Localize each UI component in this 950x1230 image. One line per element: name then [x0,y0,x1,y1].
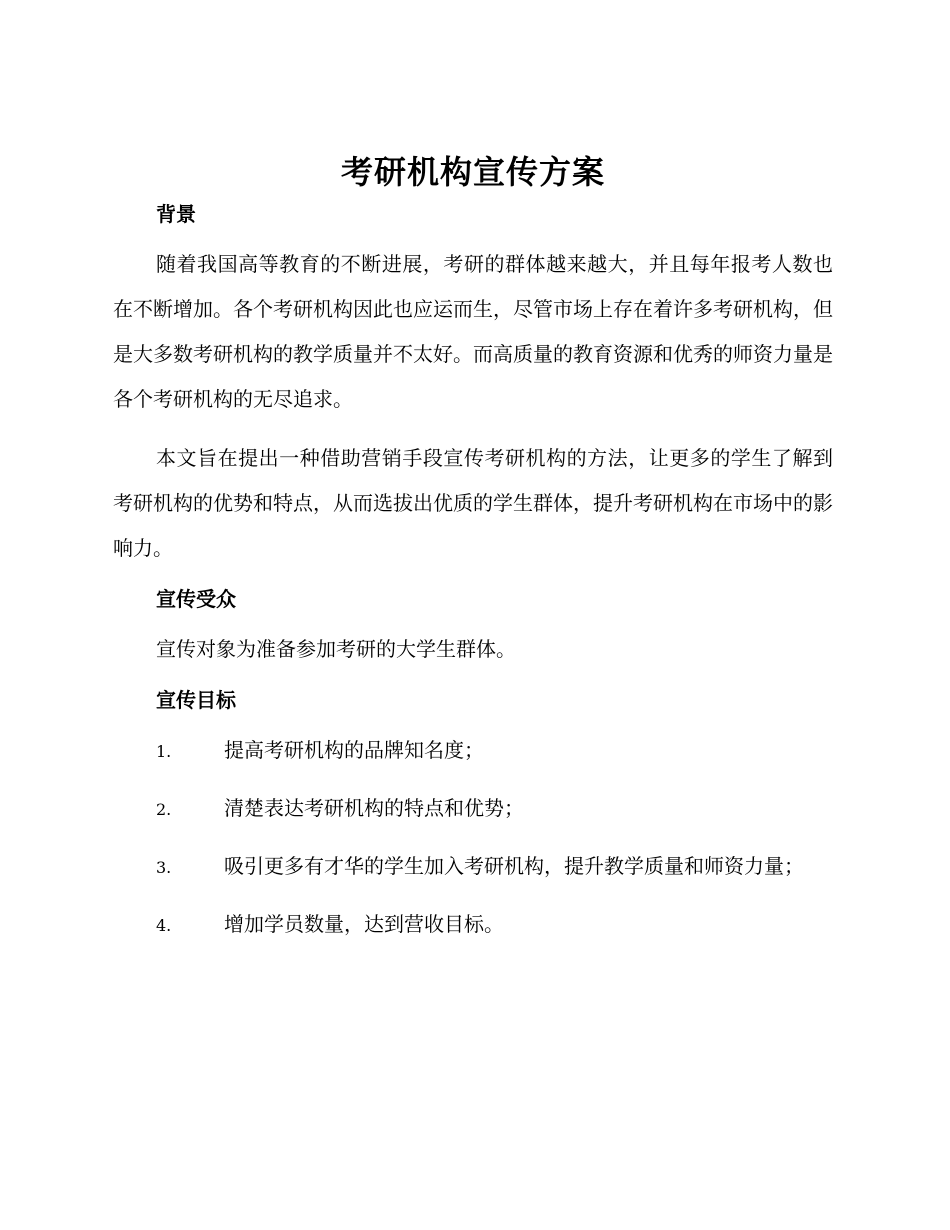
goal-list-item [113,844,833,890]
document-title: 考研机构宣传方案 [340,153,605,191]
section-heading-audience: 宣传受众 [156,587,236,611]
section-heading-background: 背景 [156,202,196,226]
document-content [113,150,833,948]
goal-list-item [113,728,833,774]
goal-list-item [113,786,833,832]
background-paragraph-2: 本文旨在提出一种借助营销手段宣传考研机构的方法，让更多的学生了解到考研机构的优势和特点，从而选拔出优质的学生群体，提升考研机构在市场中的影响力。 [113,446,833,560]
list-item-text: 清楚表达考研机构的特点和优势； [224,796,524,820]
list-item-number: 2. [156,800,172,819]
list-item-number: 4. [156,916,172,935]
list-item-text: 提高考研机构的品牌知名度； [224,738,484,762]
list-item-number: 1. [156,742,172,761]
background-paragraph-1: 随着我国高等教育的不断进展，考研的群体越来越大，并且每年报考人数也在不断增加。各个考研机构因此也应运而生，尽管市场上存在着许多考研机构，但是大多数考研机构的教学质量并不太好。而高质量的教育资源和优秀的师资力量是各个考研机构的无尽追求。 [113,252,833,411]
section-heading-goals: 宣传目标 [156,688,236,712]
list-item-text: 吸引更多有才华的学生加入考研机构，提升教学质量和师资力量； [224,854,804,878]
list-item-number: 3. [156,858,172,877]
list-item-text: 增加学员数量，达到营收目标。 [224,912,504,936]
goal-list-item [113,902,833,948]
audience-paragraph: 宣传对象为准备参加考研的大学生群体。 [156,637,516,661]
